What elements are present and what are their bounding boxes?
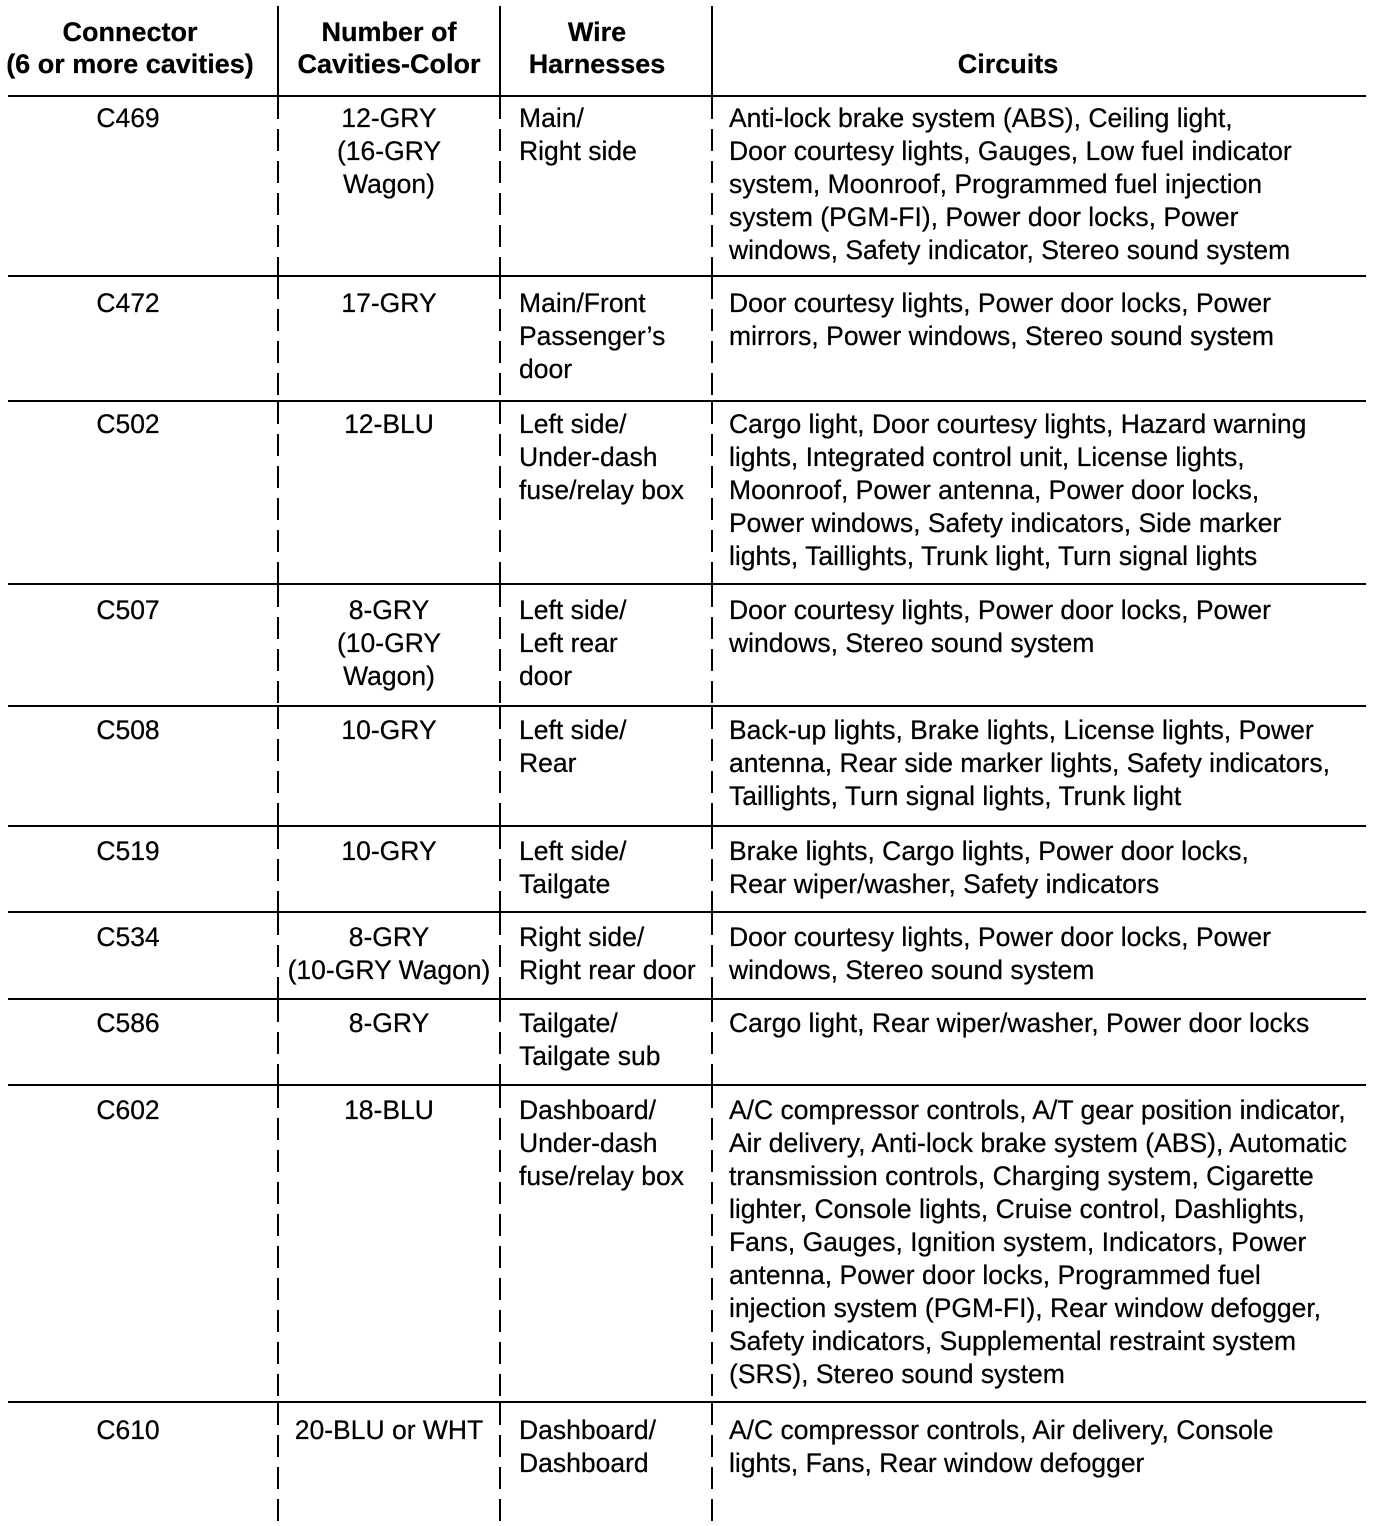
connector-cell: C586: [96, 1008, 160, 1038]
connector-cell: C534: [96, 922, 160, 952]
connector-cell: C502: [96, 409, 160, 439]
connector-cell: C602: [96, 1095, 160, 1125]
header-cavities-color-label: Number of Cavities-Color: [297, 17, 481, 79]
circuits-cell: Cargo light, Door courtesy lights, Hazard warning lights, Integrated control unit, License lights, Moonroof, Power antenna, Power door locks, Power windows, Safety indicators, Side marker lights, Taillights, Trunk light, Turn signal lights: [712, 400, 1366, 583]
cavities-color-cell: 10-GRY: [278, 705, 500, 825]
table-row: [0, 1401, 1376, 1526]
cavities-color-cell: 8-GRY (10-GRY Wagon): [278, 911, 500, 998]
header-circuits: [712, 0, 1366, 95]
cavities-color-cell: 17-GRY: [278, 275, 500, 400]
circuits-cell: Door courtesy lights, Power door locks, Power windows, Stereo sound system: [712, 583, 1366, 705]
cavities-color-cell: 8-GRY: [278, 998, 500, 1084]
cavities-color-cell: 20-BLU or WHT: [278, 1401, 500, 1526]
table-row: [0, 583, 1376, 705]
wire-harnesses-cell: Left side/ Rear: [500, 705, 712, 825]
table-row: [0, 275, 1376, 400]
table-row: [0, 998, 1376, 1084]
wire-harnesses-cell: Left side/ Under-dash fuse/relay box: [500, 400, 712, 583]
wire-harnesses-cell: Main/Front Passenger’s door: [500, 275, 712, 400]
table-row: [0, 95, 1376, 275]
connector-cell: C469: [96, 103, 160, 133]
table-row: [0, 825, 1376, 911]
header-circuits-label: Circuits: [957, 49, 1059, 79]
table-header: [0, 0, 1376, 95]
connector-cell: C519: [96, 836, 160, 866]
circuits-cell: Back-up lights, Brake lights, License lights, Power antenna, Rear side marker lights, Safety indicators, Taillights, Turn signal lights, Trunk light: [712, 705, 1366, 825]
cavities-color-cell: 12-BLU: [278, 400, 500, 583]
header-wire-harnesses: [500, 0, 712, 95]
circuits-cell: A/C compressor controls, Air delivery, Console lights, Fans, Rear window defogger: [712, 1401, 1366, 1526]
header-connector-label: Connector (6 or more cavities): [6, 17, 254, 79]
table-row: [0, 705, 1376, 825]
wire-harnesses-cell: Tailgate/ Tailgate sub: [500, 998, 712, 1084]
circuits-cell: Door courtesy lights, Power door locks, Power mirrors, Power windows, Stereo sound system: [712, 275, 1366, 400]
cavities-color-cell: 10-GRY: [278, 825, 500, 911]
circuits-cell: Door courtesy lights, Power door locks, Power windows, Stereo sound system: [712, 911, 1366, 998]
header-wire-harnesses-label: Wire Harnesses: [528, 17, 666, 79]
wire-harnesses-cell: Left side/ Left rear door: [500, 583, 712, 705]
header-connector: [0, 0, 278, 95]
circuits-cell: A/C compressor controls, A/T gear position indicator, Air delivery, Anti-lock brake system (ABS), Automatic transmission controls, Charging system, Cigarette lighter, Console lights, Cruise control, Dashlights, Fans, Gauges, Ignition system, Indicators, Power antenna, Power door locks, Programmed fuel injection system (PGM-FI), Rear window defogger, Safety indicators, Supplemental restraint system (SRS), Stereo sound system: [712, 1084, 1366, 1401]
connector-cell: C508: [96, 715, 160, 745]
cavities-color-cell: 8-GRY (10-GRY Wagon): [278, 583, 500, 705]
wire-harnesses-cell: Main/ Right side: [500, 95, 712, 275]
connector-cell: C472: [96, 288, 160, 318]
wire-harnesses-cell: Dashboard/ Dashboard: [500, 1401, 712, 1526]
table-row: [0, 1084, 1376, 1401]
wire-harnesses-cell: Dashboard/ Under-dash fuse/relay box: [500, 1084, 712, 1401]
table-row: [0, 911, 1376, 998]
wire-harnesses-cell: Left side/ Tailgate: [500, 825, 712, 911]
cavities-color-cell: 18-BLU: [278, 1084, 500, 1401]
header-cavities-color: [278, 0, 500, 95]
table-row: [0, 400, 1376, 583]
connector-cell: C507: [96, 595, 160, 625]
circuits-cell: Brake lights, Cargo lights, Power door locks, Rear wiper/washer, Safety indicators: [712, 825, 1366, 911]
wire-harnesses-cell: Right side/ Right rear door: [500, 911, 712, 998]
connector-cell: C610: [96, 1415, 160, 1445]
circuits-cell: Anti-lock brake system (ABS), Ceiling light, Door courtesy lights, Gauges, Low fuel indicator system, Moonroof, Programmed fuel injection system (PGM-FI), Power door locks, Power windows, Safety indicator, Stereo sound system: [712, 95, 1366, 275]
cavities-color-cell: 12-GRY (16-GRY Wagon): [278, 95, 500, 275]
circuits-cell: Cargo light, Rear wiper/washer, Power door locks: [712, 998, 1366, 1084]
